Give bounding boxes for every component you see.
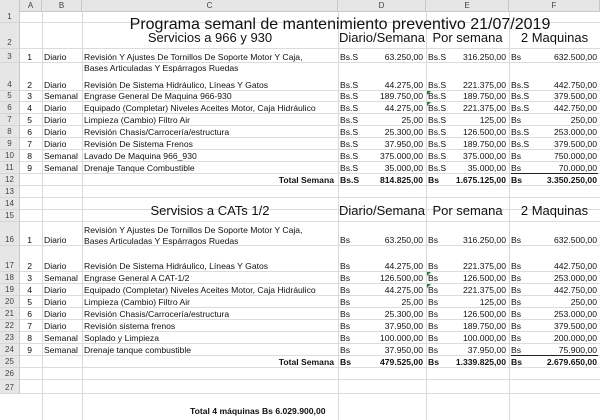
gridline-row xyxy=(20,295,600,296)
item-weekly-value[interactable]: 126.500,00 xyxy=(462,127,506,137)
item-frequency[interactable]: Diario xyxy=(44,127,67,137)
row-header-6[interactable]: 6 xyxy=(0,102,20,114)
item-daily-value[interactable]: 37.950,00 xyxy=(384,139,423,149)
item-number[interactable]: 3 xyxy=(27,273,32,283)
item-two-machines-currency[interactable]: Bs xyxy=(511,285,522,295)
item-two-machines-currency[interactable]: Bs xyxy=(511,52,522,62)
item-weekly-value[interactable]: 221.375,00 xyxy=(462,285,506,295)
item-daily-value[interactable]: 25,00 xyxy=(401,297,423,307)
row-header-4[interactable]: 4 xyxy=(0,63,20,91)
gridline-row xyxy=(20,367,600,368)
item-frequency[interactable]: Semanal xyxy=(44,163,78,173)
row-header-22[interactable]: 22 xyxy=(0,320,20,332)
item-frequency[interactable]: Semanal xyxy=(44,91,78,101)
item-daily-value[interactable]: 44.275,00 xyxy=(384,103,423,113)
item-description[interactable]: Soplado y Limpieza xyxy=(84,333,160,343)
item-two-machines-value[interactable]: 442.750,00 xyxy=(553,261,597,271)
item-two-machines-currency[interactable]: Bs xyxy=(511,115,522,125)
column-title-daily[interactable]: Diario/Semana xyxy=(339,30,425,45)
total-two-machines-currency[interactable]: Bs xyxy=(511,175,522,185)
column-header-b[interactable]: B xyxy=(42,0,82,11)
item-weekly-currency[interactable]: Bs xyxy=(428,345,439,355)
item-daily-value[interactable]: 35.000,00 xyxy=(384,163,423,173)
section-heading[interactable]: Servisios a CATs 1/2 xyxy=(150,203,270,218)
gridline-row xyxy=(20,125,600,126)
item-description[interactable]: Drenaje tanque combustible xyxy=(84,345,192,355)
item-weekly-value[interactable]: 316.250,00 xyxy=(462,52,506,62)
item-two-machines-value[interactable]: 750.000,00 xyxy=(553,151,597,161)
row-header-25[interactable]: 25 xyxy=(0,356,20,368)
item-description[interactable]: Equipado (Completar) Niveles Aceites Motor, Caja Hidráulico xyxy=(84,285,316,295)
item-two-machines-value[interactable]: 632.500,00 xyxy=(553,235,597,245)
column-header-e[interactable]: E xyxy=(426,0,509,11)
total-two-machines-currency[interactable]: Bs xyxy=(511,357,522,367)
cell-note-marker xyxy=(427,284,431,288)
item-two-machines-currency[interactable]: Bs xyxy=(511,309,522,319)
row-header-16[interactable]: 16 xyxy=(0,222,20,246)
total-weekly-currency[interactable]: Bs xyxy=(428,357,439,367)
item-two-machines-currency[interactable]: Bs xyxy=(511,333,522,343)
section-heading[interactable]: Servicios a 966 y 930 xyxy=(147,30,273,45)
item-weekly-value[interactable]: 100.000,00 xyxy=(462,333,506,343)
item-daily-currency[interactable]: Bs.S xyxy=(340,91,359,101)
gridline-row xyxy=(20,331,600,332)
item-frequency[interactable]: Diario xyxy=(44,321,67,331)
row-header-20[interactable]: 20 xyxy=(0,296,20,308)
item-two-machines-value[interactable]: 442.750,00 xyxy=(553,80,597,90)
row-header-2[interactable]: 2 xyxy=(0,23,20,49)
gridline-row xyxy=(20,137,600,138)
total-daily-currency[interactable]: Bs xyxy=(340,357,351,367)
item-daily-value[interactable]: 25.300,00 xyxy=(384,127,423,137)
item-two-machines-value[interactable]: 253.000,00 xyxy=(553,127,597,137)
column-title-daily[interactable]: Diario/Semana xyxy=(339,203,425,218)
item-number[interactable]: 1 xyxy=(27,52,32,62)
column-header-f[interactable]: F xyxy=(509,0,600,11)
item-frequency[interactable]: Diario xyxy=(44,297,67,307)
item-number[interactable]: 8 xyxy=(27,333,32,343)
item-number[interactable]: 2 xyxy=(27,261,32,271)
item-daily-currency[interactable]: Bs.S xyxy=(340,80,359,90)
item-number[interactable]: 9 xyxy=(27,345,32,355)
item-number[interactable]: 1 xyxy=(27,235,32,245)
item-weekly-currency[interactable]: Bs.S xyxy=(428,139,447,149)
total-weekly-value[interactable]: 1.675.125,00 xyxy=(455,175,506,185)
item-two-machines-value[interactable]: 250,00 xyxy=(570,115,597,125)
column-title-weekly[interactable]: Por semana xyxy=(432,30,503,45)
item-two-machines-value[interactable]: 379.500,00 xyxy=(553,91,597,101)
item-weekly-currency[interactable]: Bs xyxy=(428,261,439,271)
gridline-row xyxy=(20,283,600,284)
item-daily-currency[interactable]: Bs.S xyxy=(340,127,359,137)
item-two-machines-currency[interactable]: Bs.S xyxy=(511,127,530,137)
item-weekly-value[interactable]: 375.000,00 xyxy=(462,151,506,161)
item-daily-currency[interactable]: Bs.S xyxy=(340,52,359,62)
item-daily-currency[interactable]: Bs xyxy=(340,273,351,283)
item-description-line2[interactable]: Bases Articuladas Y Espárragos Ruedas xyxy=(84,63,239,73)
item-description[interactable]: Revisión Chasis/Carrocería/estructura xyxy=(84,309,230,319)
total-two-machines-value[interactable]: 2.679.650,00 xyxy=(546,357,597,367)
item-weekly-value[interactable]: 125,00 xyxy=(479,297,506,307)
total-daily-value[interactable]: 479.525,00 xyxy=(379,357,423,367)
item-weekly-value[interactable]: 37.950,00 xyxy=(467,345,506,355)
item-weekly-value[interactable]: 221.375,00 xyxy=(462,80,506,90)
item-daily-value[interactable]: 189.750,00 xyxy=(379,91,423,101)
item-weekly-value[interactable]: 221.375,00 xyxy=(462,261,506,271)
row-header-24[interactable]: 24 xyxy=(0,344,20,356)
row-header-15[interactable]: 15 xyxy=(0,210,20,222)
item-number[interactable]: 8 xyxy=(27,151,32,161)
gridline-row xyxy=(20,271,600,272)
item-daily-currency[interactable]: Bs xyxy=(340,321,351,331)
item-frequency[interactable]: Diario xyxy=(44,285,67,295)
item-description[interactable]: Drenaje Tanque Combustible xyxy=(84,163,195,173)
item-frequency[interactable]: Diario xyxy=(44,115,67,125)
gridline-row xyxy=(20,319,600,320)
item-daily-currency[interactable]: Bs xyxy=(340,261,351,271)
item-weekly-currency[interactable]: Bs xyxy=(428,273,439,283)
item-daily-value[interactable]: 37.950,00 xyxy=(384,321,423,331)
total-daily-currency[interactable]: Bs.S xyxy=(340,175,360,185)
item-two-machines-value[interactable]: 75.900,00 xyxy=(558,345,597,355)
item-weekly-currency[interactable]: Bs.S xyxy=(428,151,447,161)
item-daily-currency[interactable]: Bs xyxy=(340,235,351,245)
item-weekly-value[interactable]: 189.750,00 xyxy=(462,91,506,101)
item-daily-value[interactable]: 44.275,00 xyxy=(384,80,423,90)
item-description[interactable]: Revisión De Sistema Frenos xyxy=(84,139,193,149)
item-daily-currency[interactable]: Bs xyxy=(340,333,351,343)
gridline-row xyxy=(20,161,600,162)
item-daily-value[interactable]: 100.000,00 xyxy=(379,333,423,343)
item-daily-currency[interactable]: Bs.S xyxy=(340,151,359,161)
item-two-machines-currency[interactable]: Bs.S xyxy=(511,103,530,113)
item-two-machines-currency[interactable]: Bs xyxy=(511,261,522,271)
item-daily-value[interactable]: 44.275,00 xyxy=(384,261,423,271)
item-daily-currency[interactable]: Bs.S xyxy=(340,115,359,125)
item-frequency[interactable]: Semanal xyxy=(44,273,78,283)
column-title-weekly[interactable]: Por semana xyxy=(432,203,503,218)
item-description[interactable]: Revisión sistema frenos xyxy=(84,321,176,331)
row-header-27[interactable]: 27 xyxy=(0,380,20,394)
item-daily-value[interactable]: 63.250,00 xyxy=(384,235,423,245)
item-two-machines-value[interactable]: 250,00 xyxy=(570,297,597,307)
row-header-21[interactable]: 21 xyxy=(0,308,20,320)
total-label[interactable]: Total Semana xyxy=(278,357,334,367)
item-weekly-currency[interactable]: Bs.S xyxy=(428,80,447,90)
item-description[interactable]: Engrase General De Maquina 966-930 xyxy=(84,91,232,101)
item-daily-currency[interactable]: Bs xyxy=(340,297,351,307)
item-daily-value[interactable]: 375.000,00 xyxy=(379,151,423,161)
item-two-machines-value[interactable]: 379.500,00 xyxy=(553,139,597,149)
item-frequency[interactable]: Diario xyxy=(44,309,67,319)
item-frequency[interactable]: Diario xyxy=(44,261,67,271)
item-two-machines-currency[interactable]: Bs.S xyxy=(511,80,530,90)
item-daily-currency[interactable]: Bs xyxy=(340,309,351,319)
sum-underline xyxy=(511,355,598,356)
item-frequency[interactable]: Semanal xyxy=(44,345,78,355)
total-two-machines-value[interactable]: 3.350.250,00 xyxy=(546,175,597,185)
item-two-machines-currency[interactable]: Bs xyxy=(511,151,522,161)
grand-total[interactable]: Total 4 máquinas Bs 6.029.900,00 xyxy=(190,406,326,416)
gridline-row xyxy=(20,379,600,380)
item-daily-value[interactable]: 37.950,00 xyxy=(384,345,423,355)
item-number[interactable]: 4 xyxy=(27,285,32,295)
item-weekly-value[interactable]: 316.250,00 xyxy=(462,235,506,245)
item-frequency[interactable]: Diario xyxy=(44,52,67,62)
item-frequency[interactable]: Diario xyxy=(44,103,67,113)
row-header-23[interactable]: 23 xyxy=(0,332,20,344)
item-number[interactable]: 5 xyxy=(27,115,32,125)
item-two-machines-currency[interactable]: Bs xyxy=(511,235,522,245)
column-header-c[interactable]: C xyxy=(82,0,338,11)
item-description-line2[interactable]: Bases Articuladas Y Espárragos Ruedas xyxy=(84,236,239,246)
cell-note-marker xyxy=(427,102,431,106)
item-two-machines-value[interactable]: 253.000,00 xyxy=(553,309,597,319)
row-header-9[interactable]: 9 xyxy=(0,138,20,150)
row-header-12[interactable]: 12 xyxy=(0,174,20,186)
item-number[interactable]: 6 xyxy=(27,309,32,319)
item-number[interactable]: 9 xyxy=(27,163,32,173)
item-daily-currency[interactable]: Bs.S xyxy=(340,103,359,113)
item-weekly-value[interactable]: 125,00 xyxy=(479,115,506,125)
gridline-row xyxy=(20,197,600,198)
select-all-corner[interactable] xyxy=(0,0,20,11)
item-number[interactable]: 2 xyxy=(27,80,32,90)
gridline-row xyxy=(20,307,600,308)
item-number[interactable]: 6 xyxy=(27,127,32,137)
item-two-machines-currency[interactable]: Bs.S xyxy=(511,139,530,149)
row-header-26[interactable]: 26 xyxy=(0,368,20,380)
item-description[interactable]: Revisión De Sistema Hidráulico, Líneas Y Gatos xyxy=(84,80,269,90)
item-weekly-value[interactable]: 126.500,00 xyxy=(462,273,506,283)
item-description[interactable]: Revisión De Sistema Hidráulico, Líneas Y Gatos xyxy=(84,261,269,271)
sum-underline xyxy=(511,173,598,174)
gridline-row xyxy=(20,393,600,394)
item-weekly-currency[interactable]: Bs.S xyxy=(428,52,447,62)
item-daily-currency[interactable]: Bs.S xyxy=(340,139,359,149)
row-header-11[interactable]: 11 xyxy=(0,162,20,174)
item-weekly-value[interactable]: 221.375,00 xyxy=(462,103,506,113)
row-header-7[interactable]: 7 xyxy=(0,114,20,126)
total-weekly-currency[interactable]: Bs xyxy=(428,175,439,185)
row-header-5[interactable]: 5 xyxy=(0,91,20,102)
item-weekly-currency[interactable]: Bs.S xyxy=(428,103,447,113)
item-weekly-currency[interactable]: Bs.S xyxy=(428,163,447,173)
item-description[interactable]: Limpieza (Cambio) Filtro Air xyxy=(84,297,191,307)
item-weekly-value[interactable]: 35.000,00 xyxy=(467,163,506,173)
row-header-8[interactable]: 8 xyxy=(0,126,20,138)
item-two-machines-value[interactable]: 70.000,00 xyxy=(558,163,597,173)
item-description[interactable]: Equipado (Completar) Niveles Aceites Motor, Caja Hidráulico xyxy=(84,103,316,113)
item-two-machines-value[interactable]: 442.750,00 xyxy=(553,103,597,113)
total-label[interactable]: Total Semana xyxy=(278,175,334,185)
column-title-two-machines[interactable]: 2 Maquinas xyxy=(520,203,589,218)
item-description[interactable]: Limpieza (Cambio) Filtro Air xyxy=(84,115,191,125)
item-frequency[interactable]: Diario xyxy=(44,235,67,245)
item-weekly-currency[interactable]: Bs.S xyxy=(428,115,447,125)
gridline-row xyxy=(20,113,600,114)
item-frequency[interactable]: Semanal xyxy=(44,151,78,161)
item-two-machines-value[interactable]: 632.500,00 xyxy=(553,52,597,62)
item-daily-value[interactable]: 63.250,00 xyxy=(384,52,423,62)
cell-note-marker xyxy=(427,272,431,276)
cell-note-marker xyxy=(427,91,431,95)
gridline-row xyxy=(20,149,600,150)
item-daily-value[interactable]: 25.300,00 xyxy=(384,309,423,319)
item-weekly-value[interactable]: 189.750,00 xyxy=(462,139,506,149)
item-frequency[interactable]: Semanal xyxy=(44,333,78,343)
item-number[interactable]: 4 xyxy=(27,103,32,113)
item-number[interactable]: 7 xyxy=(27,321,32,331)
row-header-13[interactable]: 13 xyxy=(0,186,20,198)
column-header-a[interactable]: A xyxy=(20,0,42,11)
item-weekly-currency[interactable]: Bs xyxy=(428,297,439,307)
item-description[interactable]: Lavado De Maquina 966_930 xyxy=(84,151,197,161)
row-header-1[interactable]: 1 xyxy=(0,11,20,23)
item-two-machines-value[interactable]: 379.500,00 xyxy=(553,321,597,331)
item-daily-value[interactable]: 25,00 xyxy=(401,115,423,125)
row-header-19[interactable]: 19 xyxy=(0,284,20,296)
gridline-row xyxy=(20,185,600,186)
column-title-two-machines[interactable]: 2 Maquinas xyxy=(520,30,589,45)
sheet-title[interactable]: Programa semanl de mantenimiento preventivo 21/07/2019 xyxy=(129,16,551,33)
item-two-machines-value[interactable]: 200.000,00 xyxy=(553,333,597,343)
item-description[interactable]: Engrase General A CAT-1/2 xyxy=(84,273,190,283)
item-two-machines-currency[interactable]: Bs xyxy=(511,345,522,355)
row-header-10[interactable]: 10 xyxy=(0,150,20,162)
gridline-col xyxy=(42,11,43,420)
row-header-14[interactable]: 14 xyxy=(0,198,20,210)
item-two-machines-value[interactable]: 442.750,00 xyxy=(553,285,597,295)
total-weekly-value[interactable]: 1.339.825,00 xyxy=(455,357,506,367)
item-daily-value[interactable]: 126.500,00 xyxy=(379,273,423,283)
item-number[interactable]: 5 xyxy=(27,297,32,307)
gridline-row xyxy=(20,101,600,102)
item-weekly-currency[interactable]: Bs xyxy=(428,309,439,319)
item-number[interactable]: 7 xyxy=(27,139,32,149)
column-header-d[interactable]: D xyxy=(338,0,426,11)
item-weekly-currency[interactable]: Bs xyxy=(428,285,439,295)
item-description[interactable]: Revisión Y Ajustes De Tornillos De Soporte Motor Y Caja, xyxy=(84,52,303,62)
item-weekly-currency[interactable]: Bs xyxy=(428,333,439,343)
item-weekly-currency[interactable]: Bs xyxy=(428,235,439,245)
item-two-machines-currency[interactable]: Bs.S xyxy=(511,91,530,101)
item-daily-currency[interactable]: Bs xyxy=(340,285,351,295)
item-daily-currency[interactable]: Bs xyxy=(340,345,351,355)
item-two-machines-value[interactable]: 253.000,00 xyxy=(553,273,597,283)
item-weekly-currency[interactable]: Bs.S xyxy=(428,91,447,101)
row-header-18[interactable]: 18 xyxy=(0,272,20,284)
row-header-17[interactable]: 17 xyxy=(0,246,20,272)
item-two-machines-currency[interactable]: Bs xyxy=(511,163,522,173)
item-description[interactable]: Revisión Chasis/Carrocería/estructura xyxy=(84,127,230,137)
row-header-3[interactable]: 3 xyxy=(0,49,20,63)
item-frequency[interactable]: Diario xyxy=(44,80,67,90)
item-two-machines-currency[interactable]: Bs xyxy=(511,273,522,283)
item-weekly-currency[interactable]: Bs.S xyxy=(428,127,447,137)
item-two-machines-currency[interactable]: Bs xyxy=(511,321,522,331)
item-weekly-currency[interactable]: Bs xyxy=(428,321,439,331)
gridline-row xyxy=(20,343,600,344)
item-two-machines-currency[interactable]: Bs xyxy=(511,297,522,307)
item-weekly-value[interactable]: 126.500,00 xyxy=(462,309,506,319)
item-daily-value[interactable]: 44.275,00 xyxy=(384,285,423,295)
item-frequency[interactable]: Diario xyxy=(44,139,67,149)
item-description[interactable]: Revisión Y Ajustes De Tornillos De Soporte Motor Y Caja, xyxy=(84,225,303,235)
item-number[interactable]: 3 xyxy=(27,91,32,101)
item-weekly-value[interactable]: 189.750,00 xyxy=(462,321,506,331)
total-daily-value[interactable]: 814.825,00 xyxy=(379,175,423,185)
item-daily-currency[interactable]: Bs.S xyxy=(340,163,359,173)
